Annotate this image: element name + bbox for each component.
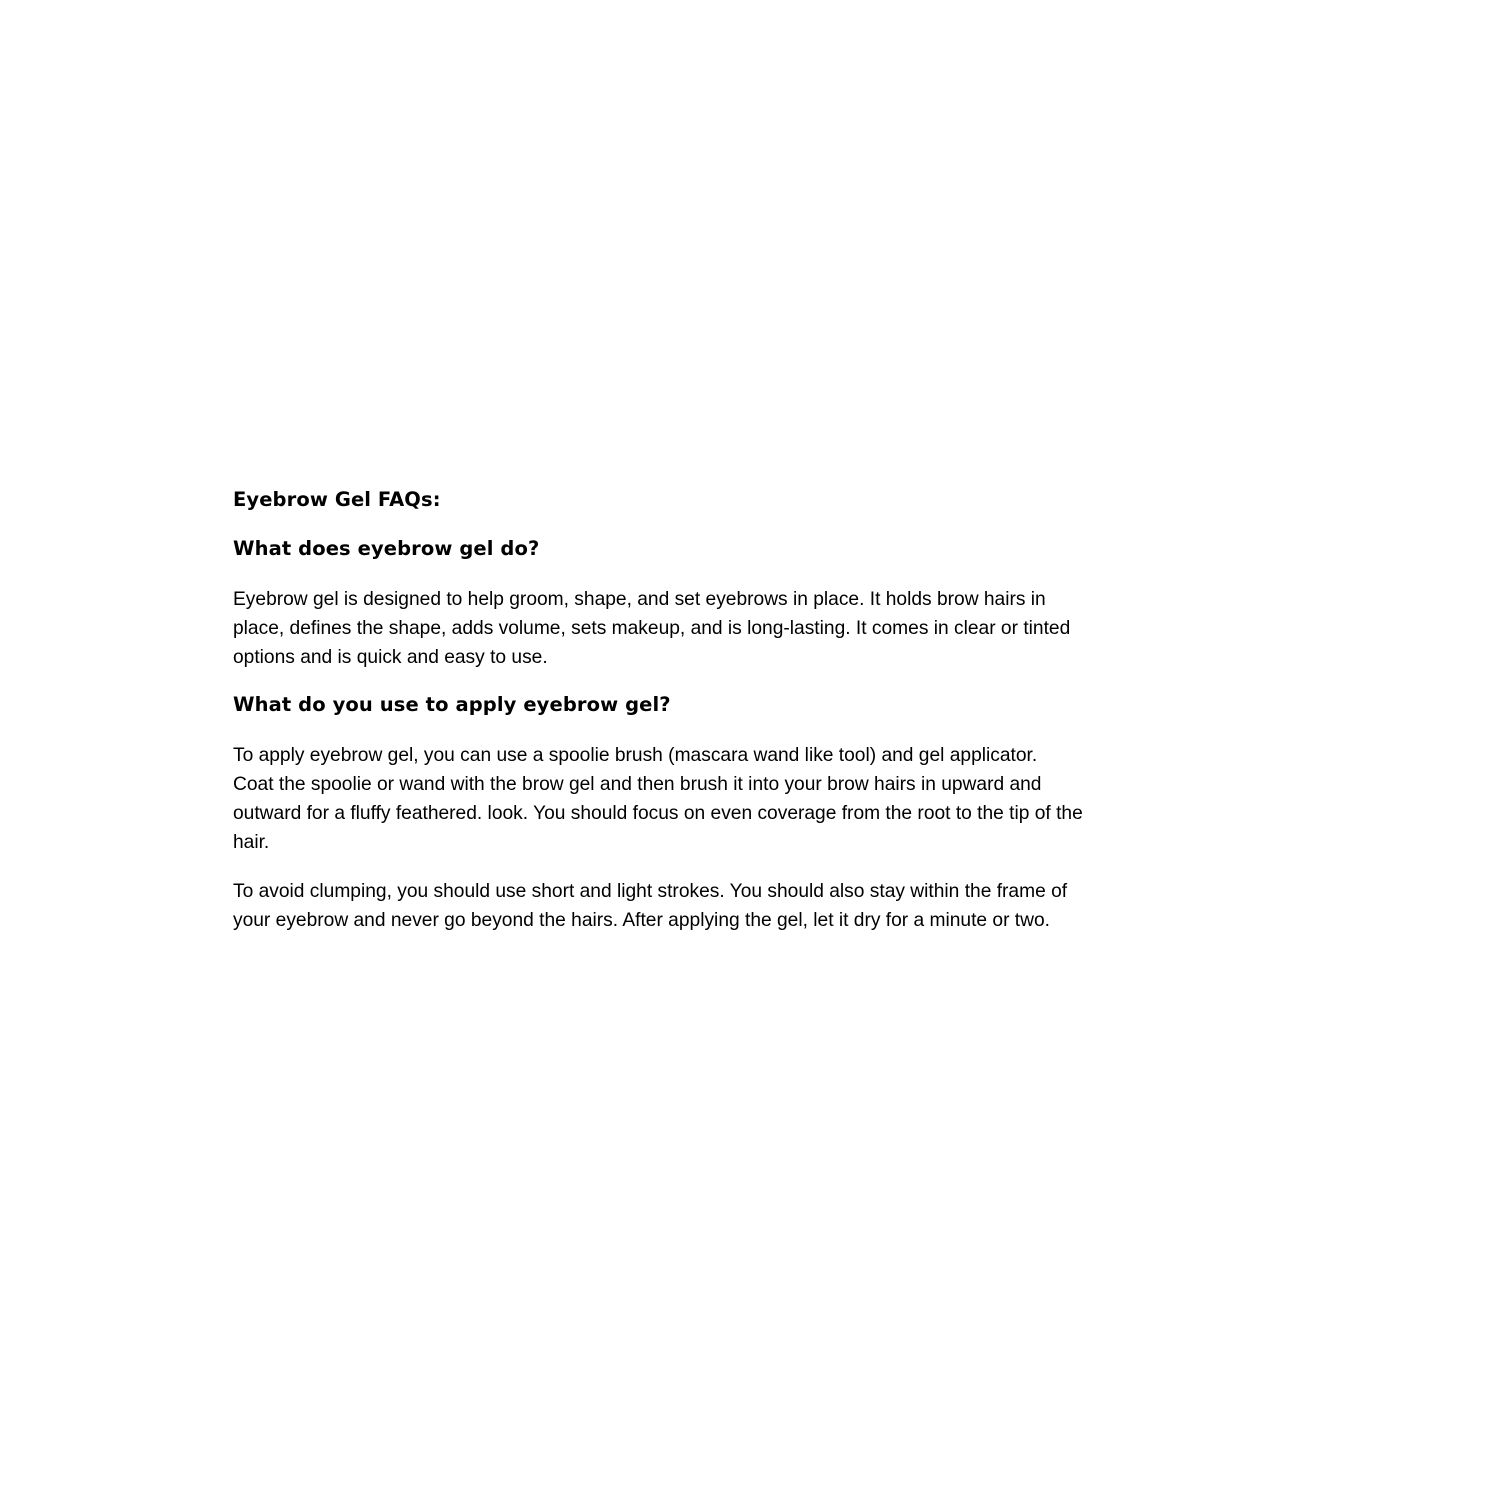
- question-how-to-apply: What do you use to apply eyebrow gel?: [233, 693, 671, 716]
- answer-line: hair.: [233, 832, 270, 853]
- answer-line: place, defines the shape, adds volume, sets makeup, and is long-lasting. It comes in clear or tinted: [233, 618, 1071, 639]
- answer-avoid-clumping: [233, 877, 1083, 935]
- faq-section: [233, 487, 1083, 955]
- answer-how-to-apply: [233, 741, 1083, 857]
- answer-line: Coat the spoolie or wand with the brow gel and then brush it into your brow hairs in upward and: [233, 774, 1042, 795]
- answer-line: To apply eyebrow gel, you can use a spoolie brush (mascara wand like tool) and gel applicator.: [233, 745, 1038, 766]
- answer-line: outward for a fluffy feathered. look. You should focus on even coverage from the root to the tip of the: [233, 803, 1083, 824]
- faq-title: Eyebrow Gel FAQs:: [233, 488, 441, 511]
- question-what-does-gel-do: What does eyebrow gel do?: [233, 537, 540, 560]
- answer-what-does-gel-do: [233, 585, 1083, 672]
- answer-line: your eyebrow and never go beyond the hairs. After applying the gel, let it dry for a minute or two.: [233, 910, 1050, 931]
- answer-line: Eyebrow gel is designed to help groom, shape, and set eyebrows in place. It holds brow hairs in: [233, 589, 1046, 610]
- answer-line: To avoid clumping, you should use short and light strokes. You should also stay within the frame of: [233, 881, 1068, 902]
- answer-line: options and is quick and easy to use.: [233, 647, 548, 668]
